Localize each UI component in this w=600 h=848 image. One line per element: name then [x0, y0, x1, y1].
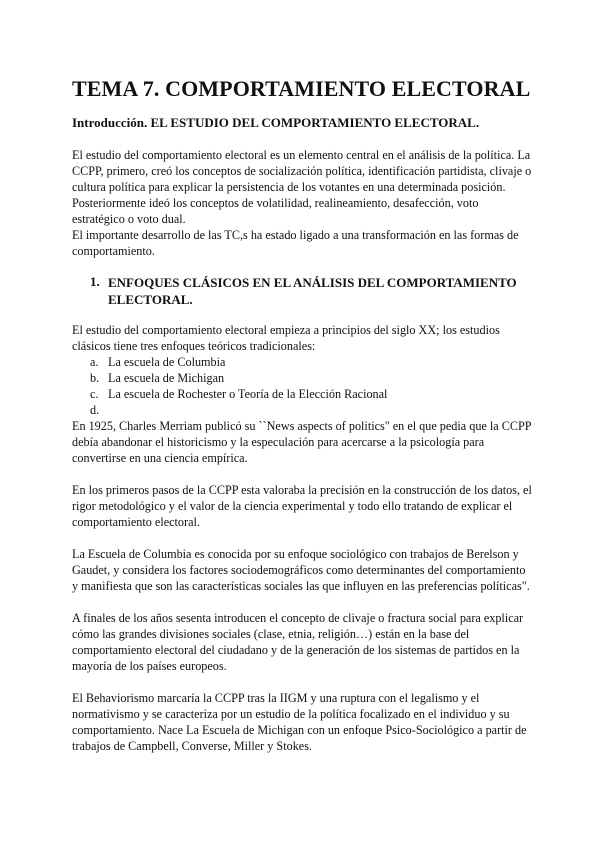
paragraph-columbia: La Escuela de Columbia es conocida por su enfoque sociológico con trabajos de Berelson y Gaudet, y considera los factores sociodemográficos como determinantes del comportamiento y manifiesta que son las características sociales las que influyen en las preferencias políticas". — [72, 547, 530, 593]
list-marker: c. — [90, 387, 99, 401]
list-marker: b. — [90, 371, 100, 385]
paragraph-early-steps: En los primeros pasos de la CCPP esta valoraba la precisión en la construcción de los datos, el rigor metodológico y el valor de la ciencia experimental y todo ello tratando de explicar el comportamiento electoral. — [72, 483, 532, 529]
list-item — [90, 402, 510, 418]
document-title: TEMA 7. COMPORTAMIENTO ELECTORAL — [72, 76, 531, 101]
list-item — [90, 370, 510, 386]
section-1-title: ENFOQUES CLÁSICOS EN EL ANÁLISIS DEL COMPORTAMIENTO ELECTORAL. — [108, 275, 517, 307]
intro-heading: Introducción. EL ESTUDIO DEL COMPORTAMIENTO ELECTORAL. — [72, 115, 480, 130]
list-marker: d. — [90, 403, 100, 417]
list-item-text: La escuela de Columbia — [108, 355, 226, 369]
intro-paragraph-2: El importante desarrollo de las TC,s ha estado ligado a una transformación en las formas de comportamiento. — [72, 228, 519, 258]
list-marker: a. — [90, 355, 99, 369]
list-item-text: La escuela de Rochester o Teoría de la Elección Racional — [108, 387, 388, 401]
list-item — [90, 354, 510, 370]
paragraph-behaviorism: El Behaviorismo marcaría la CCPP tras la IIGM y una ruptura con el legalismo y el normativismo y se caracteriza por un estudio de la política focalizado en el individuo y su comportamiento. Nace La Escuela de Michigan con un enfoque Psico-Sociológico a partir de trabajos de Campbell, Converse, Miller y Stokes. — [72, 691, 527, 753]
list-item-text: La escuela de Michigan — [108, 371, 225, 385]
intro-paragraph-1: El estudio del comportamiento electoral es un elemento central en el análisis de la política. La CCPP, primero, creó los conceptos de socialización política, identificación partidista, clivaje o cultura política para explicar la persistencia de los votantes en una determinada posición. Posteriormente ideó los conceptos de volatilidad, realineamiento, desafección, voto estratégico o voto dual. — [72, 148, 532, 226]
approaches-list — [90, 354, 510, 418]
paragraph-sixties: A finales de los años sesenta introducen el concepto de clivaje o fractura social para explicar cómo las grandes divisiones sociales (clase, etnia, religión…) están en la base del comportamiento electoral del ciudadano y de la generación de los sistemas de partidos en la mayoría de los países europeos. — [72, 611, 524, 673]
section-1-intro: El estudio del comportamiento electoral empieza a principios del siglo XX; los estudios clásicos tiene tres enfoques teóricos tradicionales: — [72, 323, 500, 353]
section-1-number: 1. — [90, 274, 100, 289]
list-item — [90, 386, 510, 402]
paragraph-merriam: En 1925, Charles Merriam publicó su ``News aspects of politics" en el que pedia que la CCPP debía abandonar el historicismo y la especulación para acercarse a la psicología para convertirse en una ciencia empírica. — [72, 419, 532, 465]
